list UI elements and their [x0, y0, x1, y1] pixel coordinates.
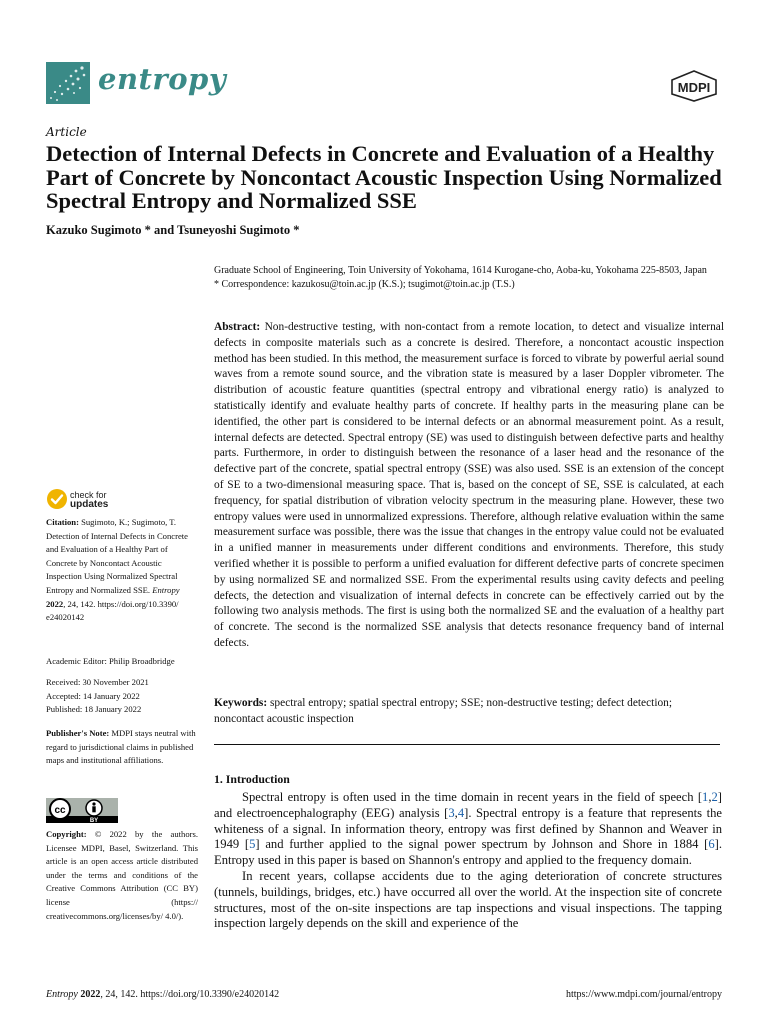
- check-for-updates-button[interactable]: [46, 488, 176, 514]
- date-received: Received: 30 November 2021: [46, 677, 149, 687]
- note-text: MDPI stays neutral with regard to jurisdictional claims in published maps and institutional affiliations.: [46, 728, 196, 766]
- reference-link[interactable]: 1: [702, 790, 709, 804]
- copyright-text: © 2022 by the authors. Licensee MDPI, Basel, Switzerland. This article is an open access article distributed under the terms and conditions of the Creative Commons Attribution (CC BY) license (https:// creativecommons.org/licenses/by/ 4.0/).: [46, 829, 198, 921]
- text-run: ] and electroencephalography (EEG) analysis [: [214, 790, 722, 820]
- author-list: Kazuko Sugimoto * and Tsuneyoshi Sugimoto *: [46, 223, 300, 237]
- introduction-body: [214, 790, 722, 932]
- reference-link[interactable]: 4: [457, 805, 465, 820]
- entropy-logo-icon: [46, 62, 90, 104]
- reference-link[interactable]: 5: [249, 837, 256, 852]
- cc-by-label: BY: [89, 818, 99, 823]
- cc-by-license-icon[interactable]: [46, 798, 118, 823]
- keywords-label: Keywords:: [214, 697, 268, 709]
- intro-paragraph: In recent years, collapse accidents due to the aging deterioration of concrete structures (tunnels, buildings, bridges, etc.) have occurred all over the world. At the inspection site of concrete structures, most of the on-site inspections are tap inspections and visual inspections. The tapping inspection largely depends on the skill and experience of the: [214, 868, 722, 931]
- article-title: Detection of Internal Defects in Concrete and Evaluation of a Healthy Part of Concrete by Noncontact Acoustic Inspection Using Normalized Spectral Entropy and Normalized SSE: [46, 141, 722, 213]
- check-updates-icon: [46, 488, 68, 510]
- reference-link[interactable]: 2: [711, 790, 718, 804]
- abstract: [214, 320, 724, 652]
- text-run: ,: [454, 805, 458, 820]
- article-type: Article: [46, 125, 87, 139]
- mdpi-logo-text: MDPI: [677, 80, 711, 95]
- abstract-label: Abstract:: [214, 321, 261, 333]
- note-label: Publisher's Note:: [46, 728, 110, 738]
- footer-doi[interactable]: , 24, 142. https://doi.org/10.3390/e24020142: [100, 989, 280, 1000]
- citation-text: Sugimoto, K.; Sugimoto, T. Detection of Internal Defects in Concrete and Evaluation of a Healthy Part of Concrete by Noncontact Acoustic Inspection Using Normalized Spectral Entropy and Normalized SSE.: [46, 517, 188, 595]
- citation-label: Citation:: [46, 517, 79, 527]
- mdpi-logo-icon: [666, 70, 722, 102]
- publication-dates: [46, 676, 198, 717]
- check-for-label: check for: [70, 490, 107, 500]
- footer-citation: [46, 989, 279, 1000]
- affiliation-address: Graduate School of Engineering, Toin University of Yokohama, 1614 Kurogane-cho, Aoba-ku, Yokohama 225-8503, Japan: [214, 265, 707, 276]
- text-run: ]. Entropy used in this paper is based on Shannon's entropy and applied to the frequency domain.: [214, 837, 722, 868]
- affiliation-block: [214, 264, 734, 291]
- citation-doi[interactable]: , 24, 142. https://doi.org/10.3390/ e24020142: [46, 598, 179, 623]
- copyright-label: Copyright:: [46, 829, 87, 839]
- text-run: ]. Spectral entropy is a feature that represents the whiteness of a signal. In information theory, entropy was first defined by Shannon and Weaver in 1949 [: [214, 805, 723, 852]
- reference-link[interactable]: 6: [708, 837, 715, 852]
- footer-journal-url[interactable]: https://www.mdpi.com/journal/entropy: [565, 989, 722, 1000]
- text-run: ] and further applied to the signal power spectrum by Johnson and Shore in 1884 [: [255, 837, 709, 852]
- text-run: ,: [708, 790, 712, 804]
- copyright-block: [46, 828, 198, 923]
- updates-label: updates: [70, 499, 109, 510]
- journal-name: entropy: [98, 62, 227, 96]
- correspondence: * Correspondence: kazukosu@toin.ac.jp (K.S.); tsugimot@toin.ac.jp (T.S.): [214, 278, 515, 290]
- reference-link[interactable]: 3: [448, 805, 455, 820]
- citation-year: 2022: [46, 598, 64, 609]
- section-divider: [214, 744, 720, 745]
- intro-paragraph: [214, 790, 722, 869]
- section-heading-introduction: 1. Introduction: [214, 772, 290, 786]
- footer-journal: Entropy: [46, 989, 78, 1000]
- keywords: [214, 696, 724, 728]
- citation-journal: Entropy: [152, 584, 180, 595]
- academic-editor: Academic Editor: Philip Broadbridge: [46, 656, 175, 666]
- svg-text:cc: cc: [54, 805, 66, 816]
- date-published: Published: 18 January 2022: [46, 704, 142, 715]
- publishers-note: [46, 727, 198, 768]
- abstract-text: Non-destructive testing, with non-contact from a remote location, to detect and visualize internal defects in composite materials such as a concrete is desired. Therefore, a noncontact acoustic inspection method has been studied. In this method, the measurement surface is forced to vibrate by powerful aerial sound waves from a remote sound source, and the vibration state is measured by a laser Doppler vibrometer. The distribution of acoustic feature quantities (spectral entropy and vibrational energy ratio) is analyzed to statistically identify and evaluate healthy parts of concrete. If healthy parts in the measuring plane can be identified, the other part is considered to be internal defects or an abnormal measurement point. As a result, internal defects are detected. Spectral entropy (SE) was used to distinguish between defective parts and healthy parts. Furthermore, in order to distinguish between the resonance of a laser head and the resonance of the defective part of the concrete, spatial spectral entropy (SSE) was also used. SSE is an extension of the concept of SE to a two-dimensional measuring space. That is, based on the concept of SE, SSE is calculated, at each frequency, for spatial distribution of vibration velocity spectrum in the measuring plane. However, these two entropy values were used in unnormalized expressions. Therefore, although relative evaluation within the same measurement surface was possible, there was the issue that changes in the entropy value could not be evaluated in a unified manner in measurements under different conditions and environments. Therefore, this study verified whether it is possible to perform a unified evaluation for different defective parts of concrete specimen by using normalized SE and normalized SSE. From the experimental results using cavity defects and peeling defects, the detection and visualization of internal defects in concrete can be effectively carried out by the following two analysis methods. The first is using both the normalized SE and the evaluation of a healthy part of concrete. The second is the normalized SSE analysis that detects resonance frequency band of internal defects.: [214, 321, 724, 649]
- citation-block: [46, 516, 198, 625]
- text-run: Spectral entropy is often used in the time domain in recent years in the field of speech [: [242, 790, 703, 804]
- footer-year: 2022: [77, 989, 101, 1000]
- keywords-text: spectral entropy; spatial spectral entropy; SSE; non-destructive testing; defect detection; noncontact acoustic inspection: [214, 697, 673, 725]
- date-accepted: Accepted: 14 January 2022: [46, 690, 140, 701]
